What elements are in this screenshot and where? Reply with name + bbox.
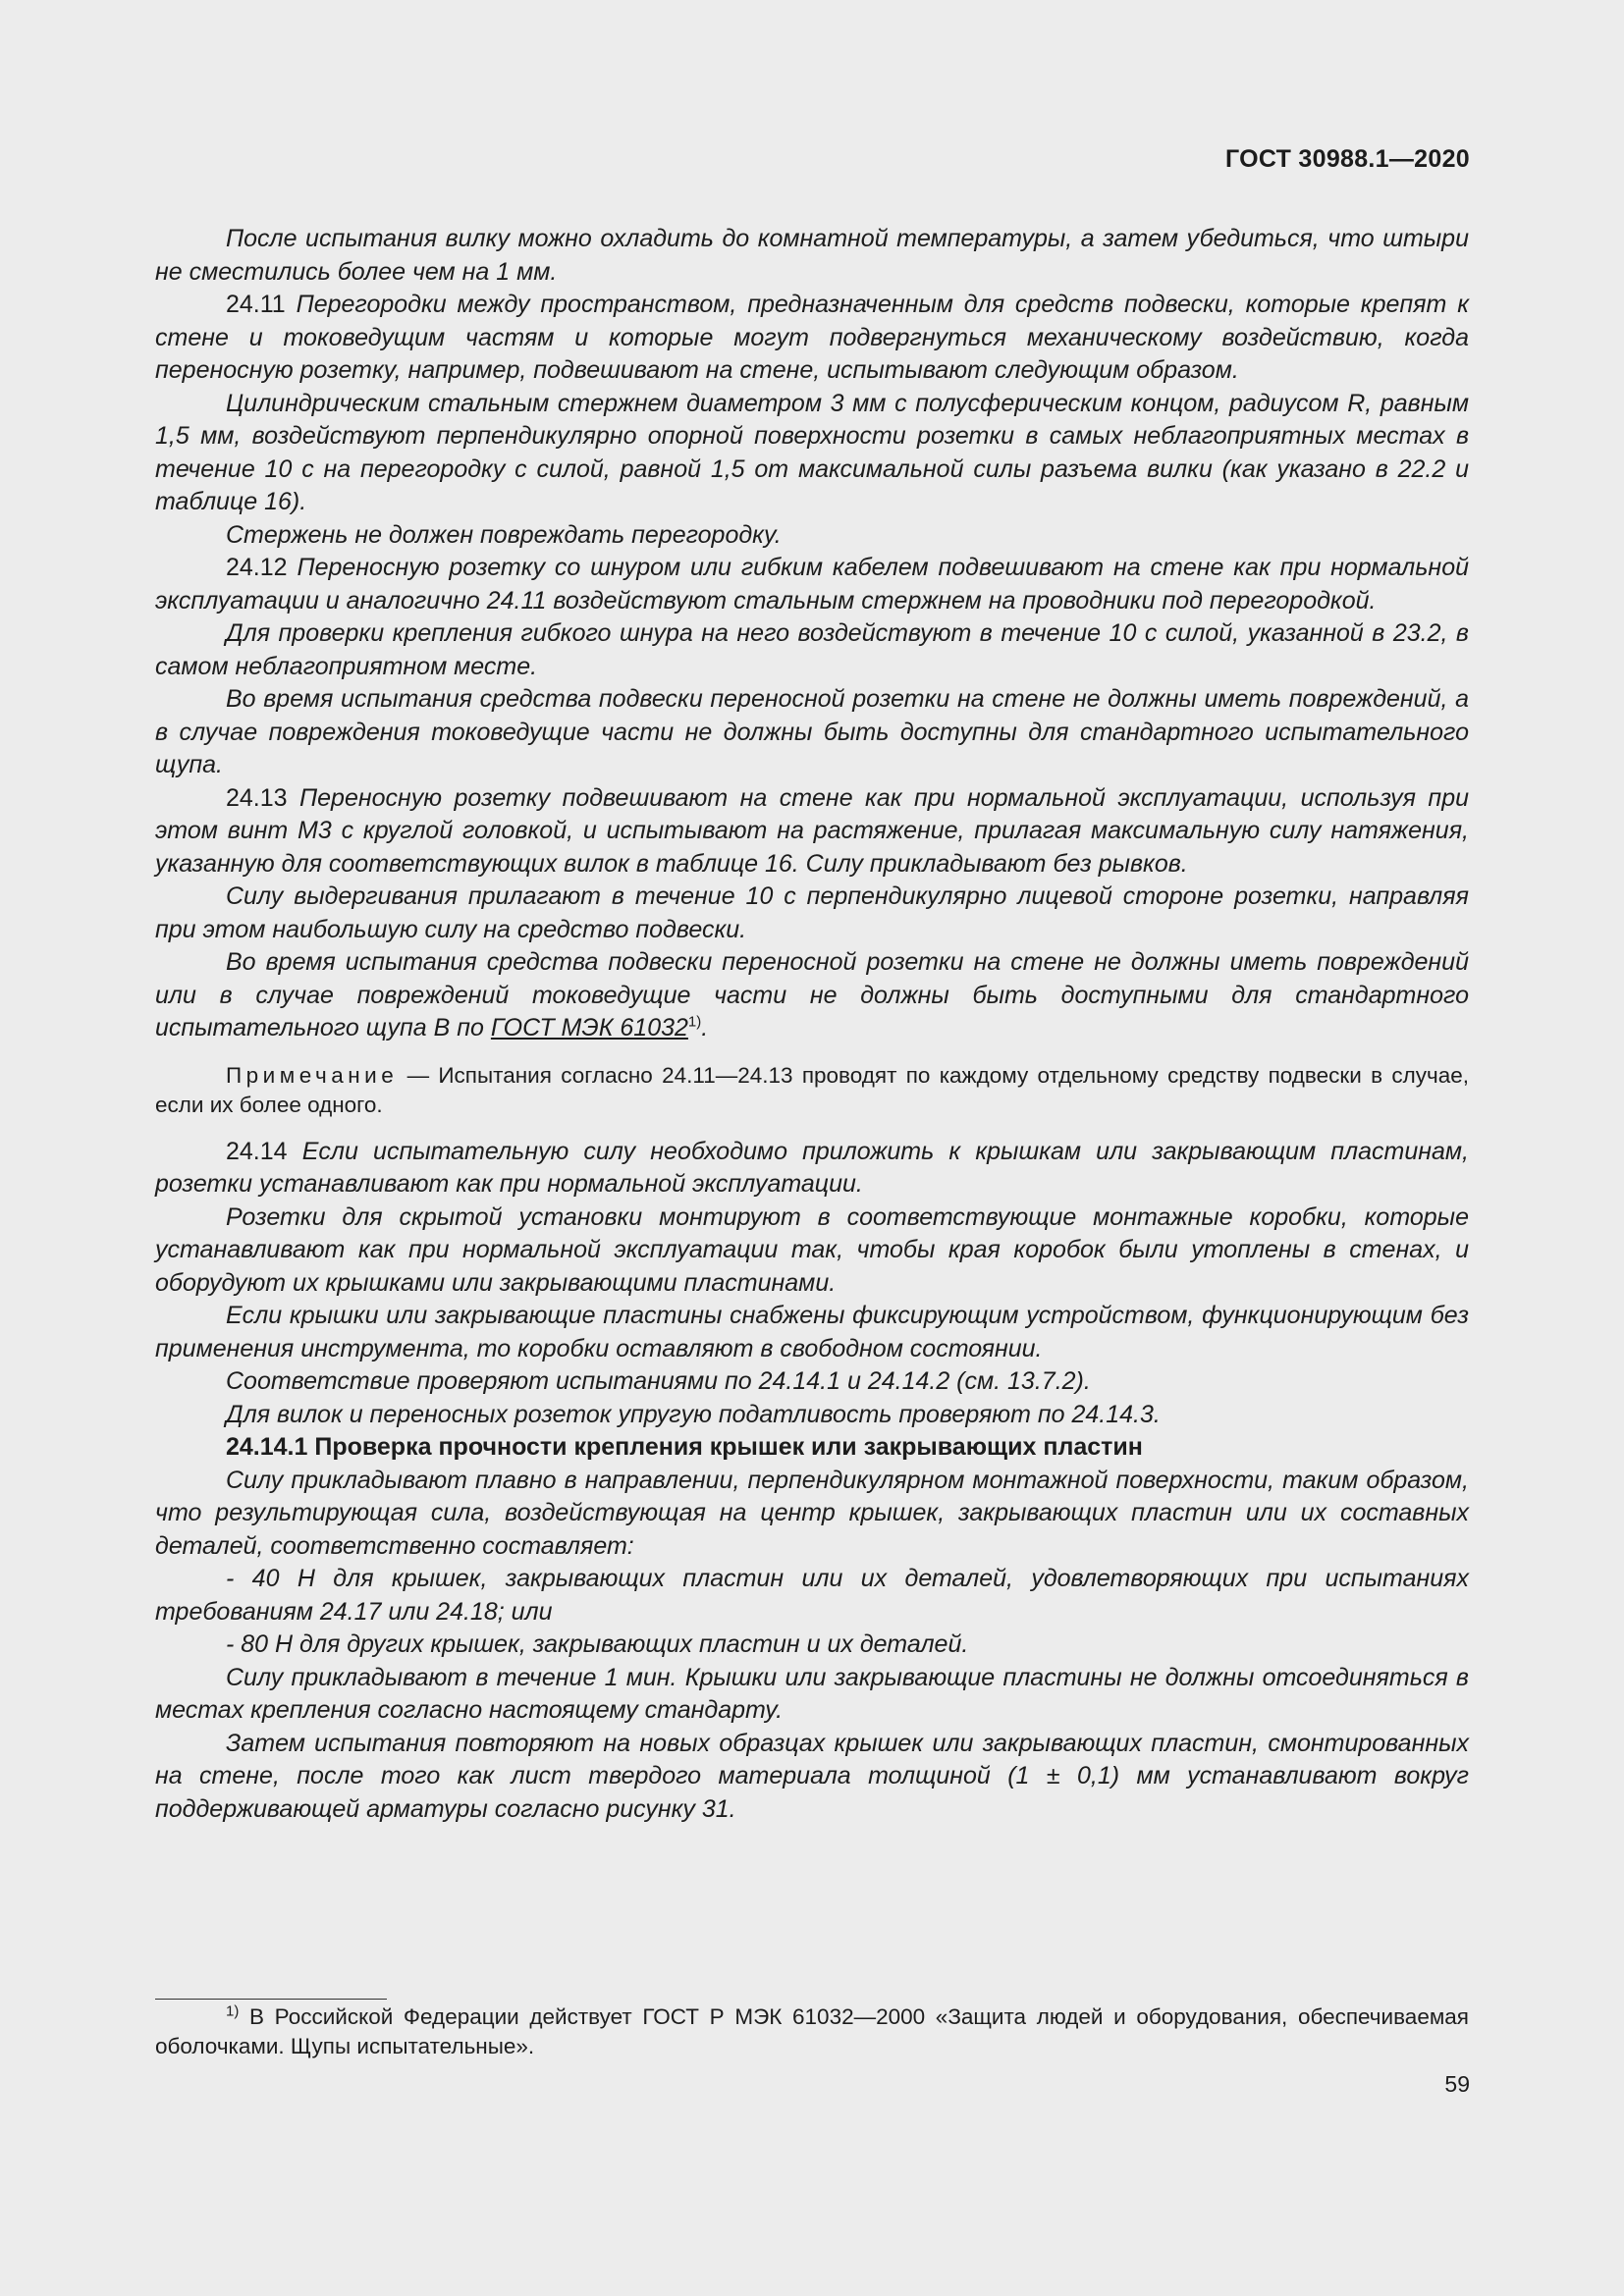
paragraph xyxy=(155,617,1469,683)
clause-number: 24.11 xyxy=(226,291,286,318)
paragraph xyxy=(155,1728,1469,1827)
paragraph-text: Розетки для скрытой установки монтируют в соответствующие монтажные коробки, которые устанавливают как при нормальной эксплуатации так, чтобы края коробок были утоплены в стенах, и оборудуют их крышками или закрывающими пластинами. xyxy=(155,1202,1469,1297)
paragraph-text: Переносную розетку подвешивают на стене как при нормальной эксплуатации, используя при этом винт M3 с круглой головкой, и испытывают на растяжение, прилагая максимальную силу натяжения, указанную для соответствующих вилок в таблице 16. Силу прикладывают без рывков. xyxy=(155,783,1469,878)
clause-24-12 xyxy=(155,552,1469,617)
paragraph-with-reference xyxy=(155,946,1469,1045)
paragraph-text: Затем испытания повторяют на новых образцах крышек или закрывающих пластин, смонтированных на стене, после того как лист твердого материала толщиной (1 ± 0,1) мм устанавливают вокруг поддерживающей арматуры согласно рисунку 31. xyxy=(155,1729,1469,1823)
paragraph xyxy=(155,519,1469,553)
paragraph-text: Во время испытания средства подвески переносной розетки на стене не должны иметь повреждений или в случае повреждений токоведущие части не должны быть доступными для стандартного испытательного щупа B по xyxy=(155,948,1469,1041)
paragraph-text: Для проверки крепления гибкого шнура на него воздействуют в течение 10 с силой, указанной в 23.2, в самом неблагоприятном месте. xyxy=(155,619,1469,680)
list-item xyxy=(155,1629,1469,1662)
sentence-end: . xyxy=(701,1014,709,1041)
standard-reference-link[interactable]: ГОСТ МЭК 61032 xyxy=(490,1014,688,1041)
paragraph-text: Если испытательную силу необходимо приложить к крышкам или закрывающим пластинам, розетки устанавливают как при нормальной эксплуатации. xyxy=(155,1137,1469,1198)
list-item xyxy=(155,1563,1469,1629)
clause-number: 24.12 xyxy=(226,554,288,581)
paragraph xyxy=(155,1201,1469,1301)
paragraph-text: Для вилок и переносных розеток упругую податливость проверяют по 24.14.3. xyxy=(226,1400,1161,1428)
paragraph-text: Цилиндрическим стальным стержнем диаметром 3 мм с полусферическим концом, радиусом R, равным 1,5 мм, воздействуют перпендикулярно опорной поверхности розетки в самых неблагоприятных местах в течение 10 с на перегородку с силой, равной 1,5 от максимальной силы разъема вилки (как указано в 22.2 и таблице 16). xyxy=(155,389,1469,515)
paragraph xyxy=(155,881,1469,946)
paragraph-text: Стержень не должен повреждать перегородку. xyxy=(226,520,782,549)
clause-24-13 xyxy=(155,782,1469,881)
paragraph-text: Силу прикладывают плавно в направлении, перпендикулярном монтажной поверхности, таким образом, что результирующая сила, воздействующая на центр крышек, закрывающих пластин или их составных деталей, соответственно составляет: xyxy=(155,1466,1469,1560)
paragraph xyxy=(155,683,1469,782)
paragraph-text: Перегородки между пространством, предназначенным для средств подвески, которые крепят к стене и токоведущим частям и которые могут подвергнуться механическому воздействию, когда переносную розетку, например, подвешивают на стене, испытывают следующим образом. xyxy=(155,291,1469,384)
paragraph xyxy=(155,388,1469,519)
page-number: 59 xyxy=(1444,2071,1470,2097)
paragraph-text: Если крышки или закрывающие пластины снабжены фиксирующим устройством, функционирующим без применения инструмента, то коробки оставляют в свободном состоянии. xyxy=(155,1302,1469,1362)
paragraph xyxy=(155,223,1469,289)
paragraph-text: Во время испытания средства подвески переносной розетки на стене не должны иметь повреждений, а в случае повреждения токоведущие части не должны быть доступны для стандартного испытательного щупа. xyxy=(155,685,1469,778)
paragraph xyxy=(155,1465,1469,1564)
paragraph xyxy=(155,1662,1469,1728)
section-heading: 24.14.1 Проверка прочности крепления крышек или закрывающих пластин xyxy=(226,1433,1143,1461)
clause-24-11 xyxy=(155,289,1469,388)
paragraph xyxy=(155,1365,1469,1399)
footnote-number: 1) xyxy=(226,2002,240,2020)
paragraph xyxy=(155,1399,1469,1432)
paragraph-text: После испытания вилку можно охладить до комнатной температуры, а затем убедиться, что штыри не сместились более чем на 1 мм. xyxy=(155,225,1469,286)
paragraph-text: Соответствие проверяют испытаниями по 24.14.1 и 24.14.2 (см. 13.7.2). xyxy=(226,1367,1091,1395)
footnote xyxy=(155,2002,1469,2061)
document-header: ГОСТ 30988.1—2020 xyxy=(1224,145,1470,173)
list-item-text: - 40 Н для крышек, закрывающих пластин или их деталей, удовлетворяющих при испытаниях требованиям 24.17 или 24.18; или xyxy=(155,1565,1469,1626)
footnote-divider xyxy=(155,1999,387,2000)
paragraph-text: Переносную розетку со шнуром или гибким кабелем подвешивают на стене как при нормальной эксплуатации и аналогично 24.11 воздействуют стальным стержнем на проводники под перегородкой. xyxy=(155,554,1469,614)
paragraph xyxy=(155,1300,1469,1365)
clause-24-14 xyxy=(155,1136,1469,1201)
list-item-text: - 80 Н для других крышек, закрывающих пластин и их деталей. xyxy=(226,1630,969,1658)
document-body xyxy=(155,223,1469,1826)
note xyxy=(155,1061,1469,1120)
clause-number: 24.14 xyxy=(226,1137,288,1165)
note-label: Примечание xyxy=(226,1062,399,1088)
footnote-marker[interactable]: 1) xyxy=(687,1013,702,1031)
note-text: — Испытания согласно 24.11—24.13 проводят по каждому отдельному средству подвески в случае, если их более одного. xyxy=(155,1062,1469,1117)
clause-number: 24.13 xyxy=(226,783,288,812)
paragraph-text: Силу прикладывают в течение 1 мин. Крышки или закрывающие пластины не должны отсоединяться в местах крепления согласно настоящему стандарту. xyxy=(155,1663,1469,1724)
paragraph-text: Силу выдергивания прилагают в течение 10 с перпендикулярно лицевой стороне розетки, направляя при этом наибольшую силу на средство подвески. xyxy=(155,882,1469,943)
footnote-text: В Российской Федерации действует ГОСТ Р МЭК 61032—2000 «Защита людей и оборудования, обеспечиваемая оболочками. Щупы испытательные». xyxy=(155,2004,1469,2058)
